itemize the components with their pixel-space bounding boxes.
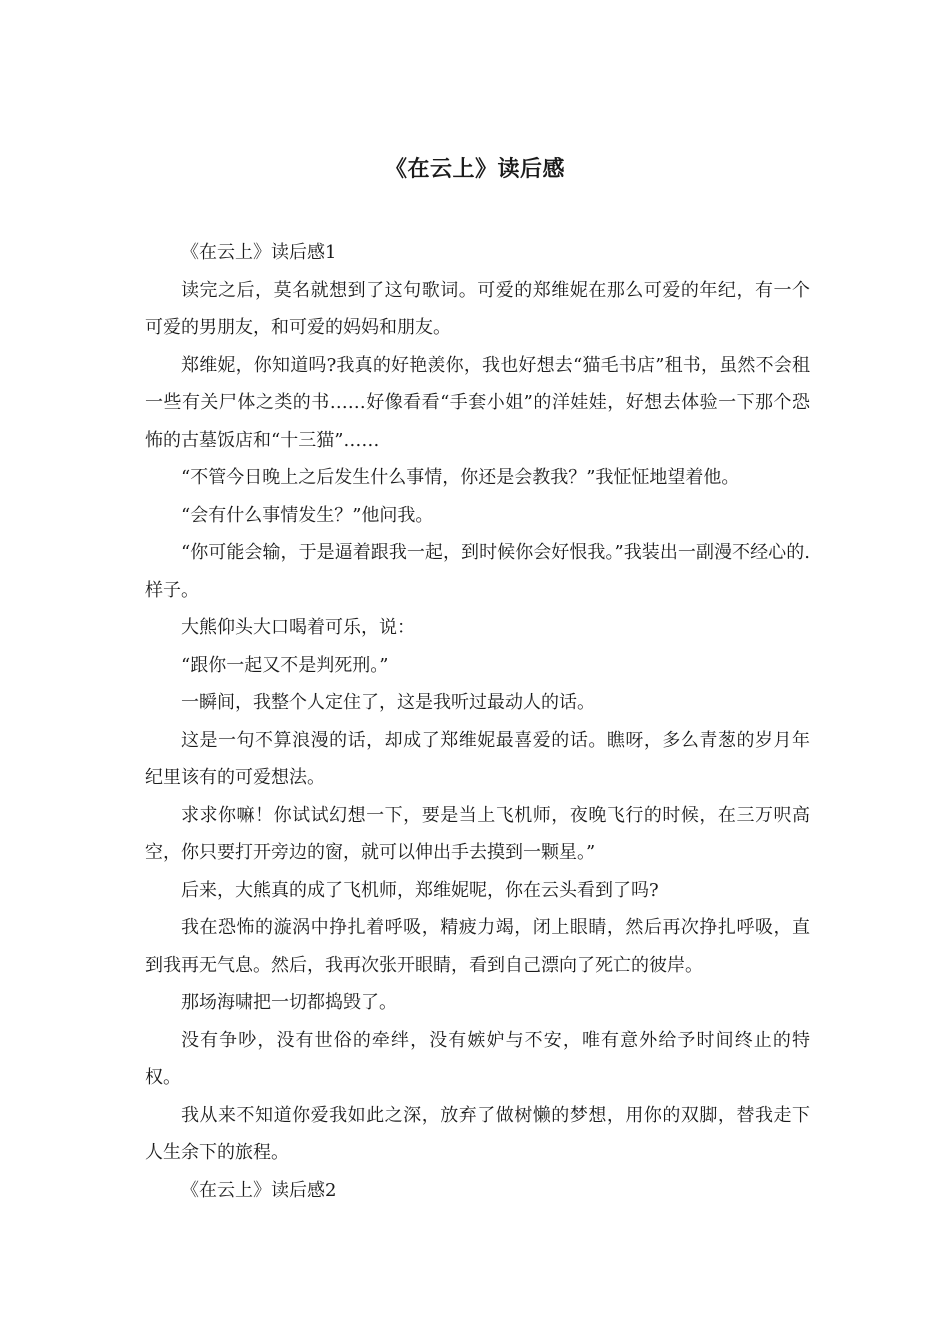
subheading-2: 《在云上》读后感2: [181, 1179, 337, 1201]
paragraph: “会有什么事情发生？”他问我。: [181, 504, 434, 526]
paragraph: 后来，大熊真的成了飞机师，郑维妮呢，你在云头看到了吗?: [181, 879, 659, 901]
paragraph: 郑维妮，你知道吗?我真的好艳羡你，我也好想去“猫毛书店”租书，虽然不会租一些有关尸体之类的书……好像看看“手套小姐”的洋娃娃，好想去体验一下那个恐怖的古墓饭店和“十三猫”……: [145, 354, 810, 451]
paragraph: 读完之后，莫名就想到了这句歌词。可爱的郑维妮在那么可爱的年纪，有一个可爱的男朋友，和可爱的妈妈和朋友。: [145, 279, 810, 338]
paragraph: 那场海啸把一切都捣毁了。: [181, 992, 397, 1013]
paragraph: 这是一句不算浪漫的话，却成了郑维妮最喜爱的话。瞧呀，多么青葱的岁月年纪里该有的可爱想法。: [145, 729, 810, 788]
paragraph: 没有争吵，没有世俗的牵绊，没有嫉妒与不安，唯有意外给予时间终止的特权。: [145, 1029, 810, 1088]
paragraph: 求求你嘛！你试试幻想一下，要是当上飞机师，夜晚飞行的时候，在三万呎高空，你只要打开旁边的窗，就可以伸出手去摸到一颗星。”: [145, 804, 810, 863]
paragraph: “不管今日晚上之后发生什么事情，你还是会教我？”我怔怔地望着他。: [181, 467, 740, 488]
paragraph: 我在恐怖的漩涡中挣扎着呼吸，精疲力竭，闭上眼睛，然后再次挣扎呼吸，直到我再无气息。然后，我再次张开眼睛，看到自己漂向了死亡的彼岸。: [145, 917, 810, 976]
paragraph: 一瞬间，我整个人定住了，这是我听过最动人的话。: [181, 692, 595, 713]
paragraph: 我从来不知道你爱我如此之深，放弃了做树懒的梦想，用你的双脚，替我走下人生余下的旅程。: [145, 1104, 810, 1163]
paragraph: “跟你一起又不是判死刑。”: [181, 654, 389, 676]
document-body: [145, 234, 810, 1209]
document-title: 《在云上》读后感: [384, 156, 565, 182]
paragraph: 大熊仰头大口喝着可乐，说：: [181, 617, 415, 638]
subheading-1: 《在云上》读后感1: [181, 242, 337, 263]
paragraph: “你可能会输，于是逼着跟我一起，到时候你会好恨我。”我装出一副漫不经心的.样子。: [145, 542, 810, 601]
